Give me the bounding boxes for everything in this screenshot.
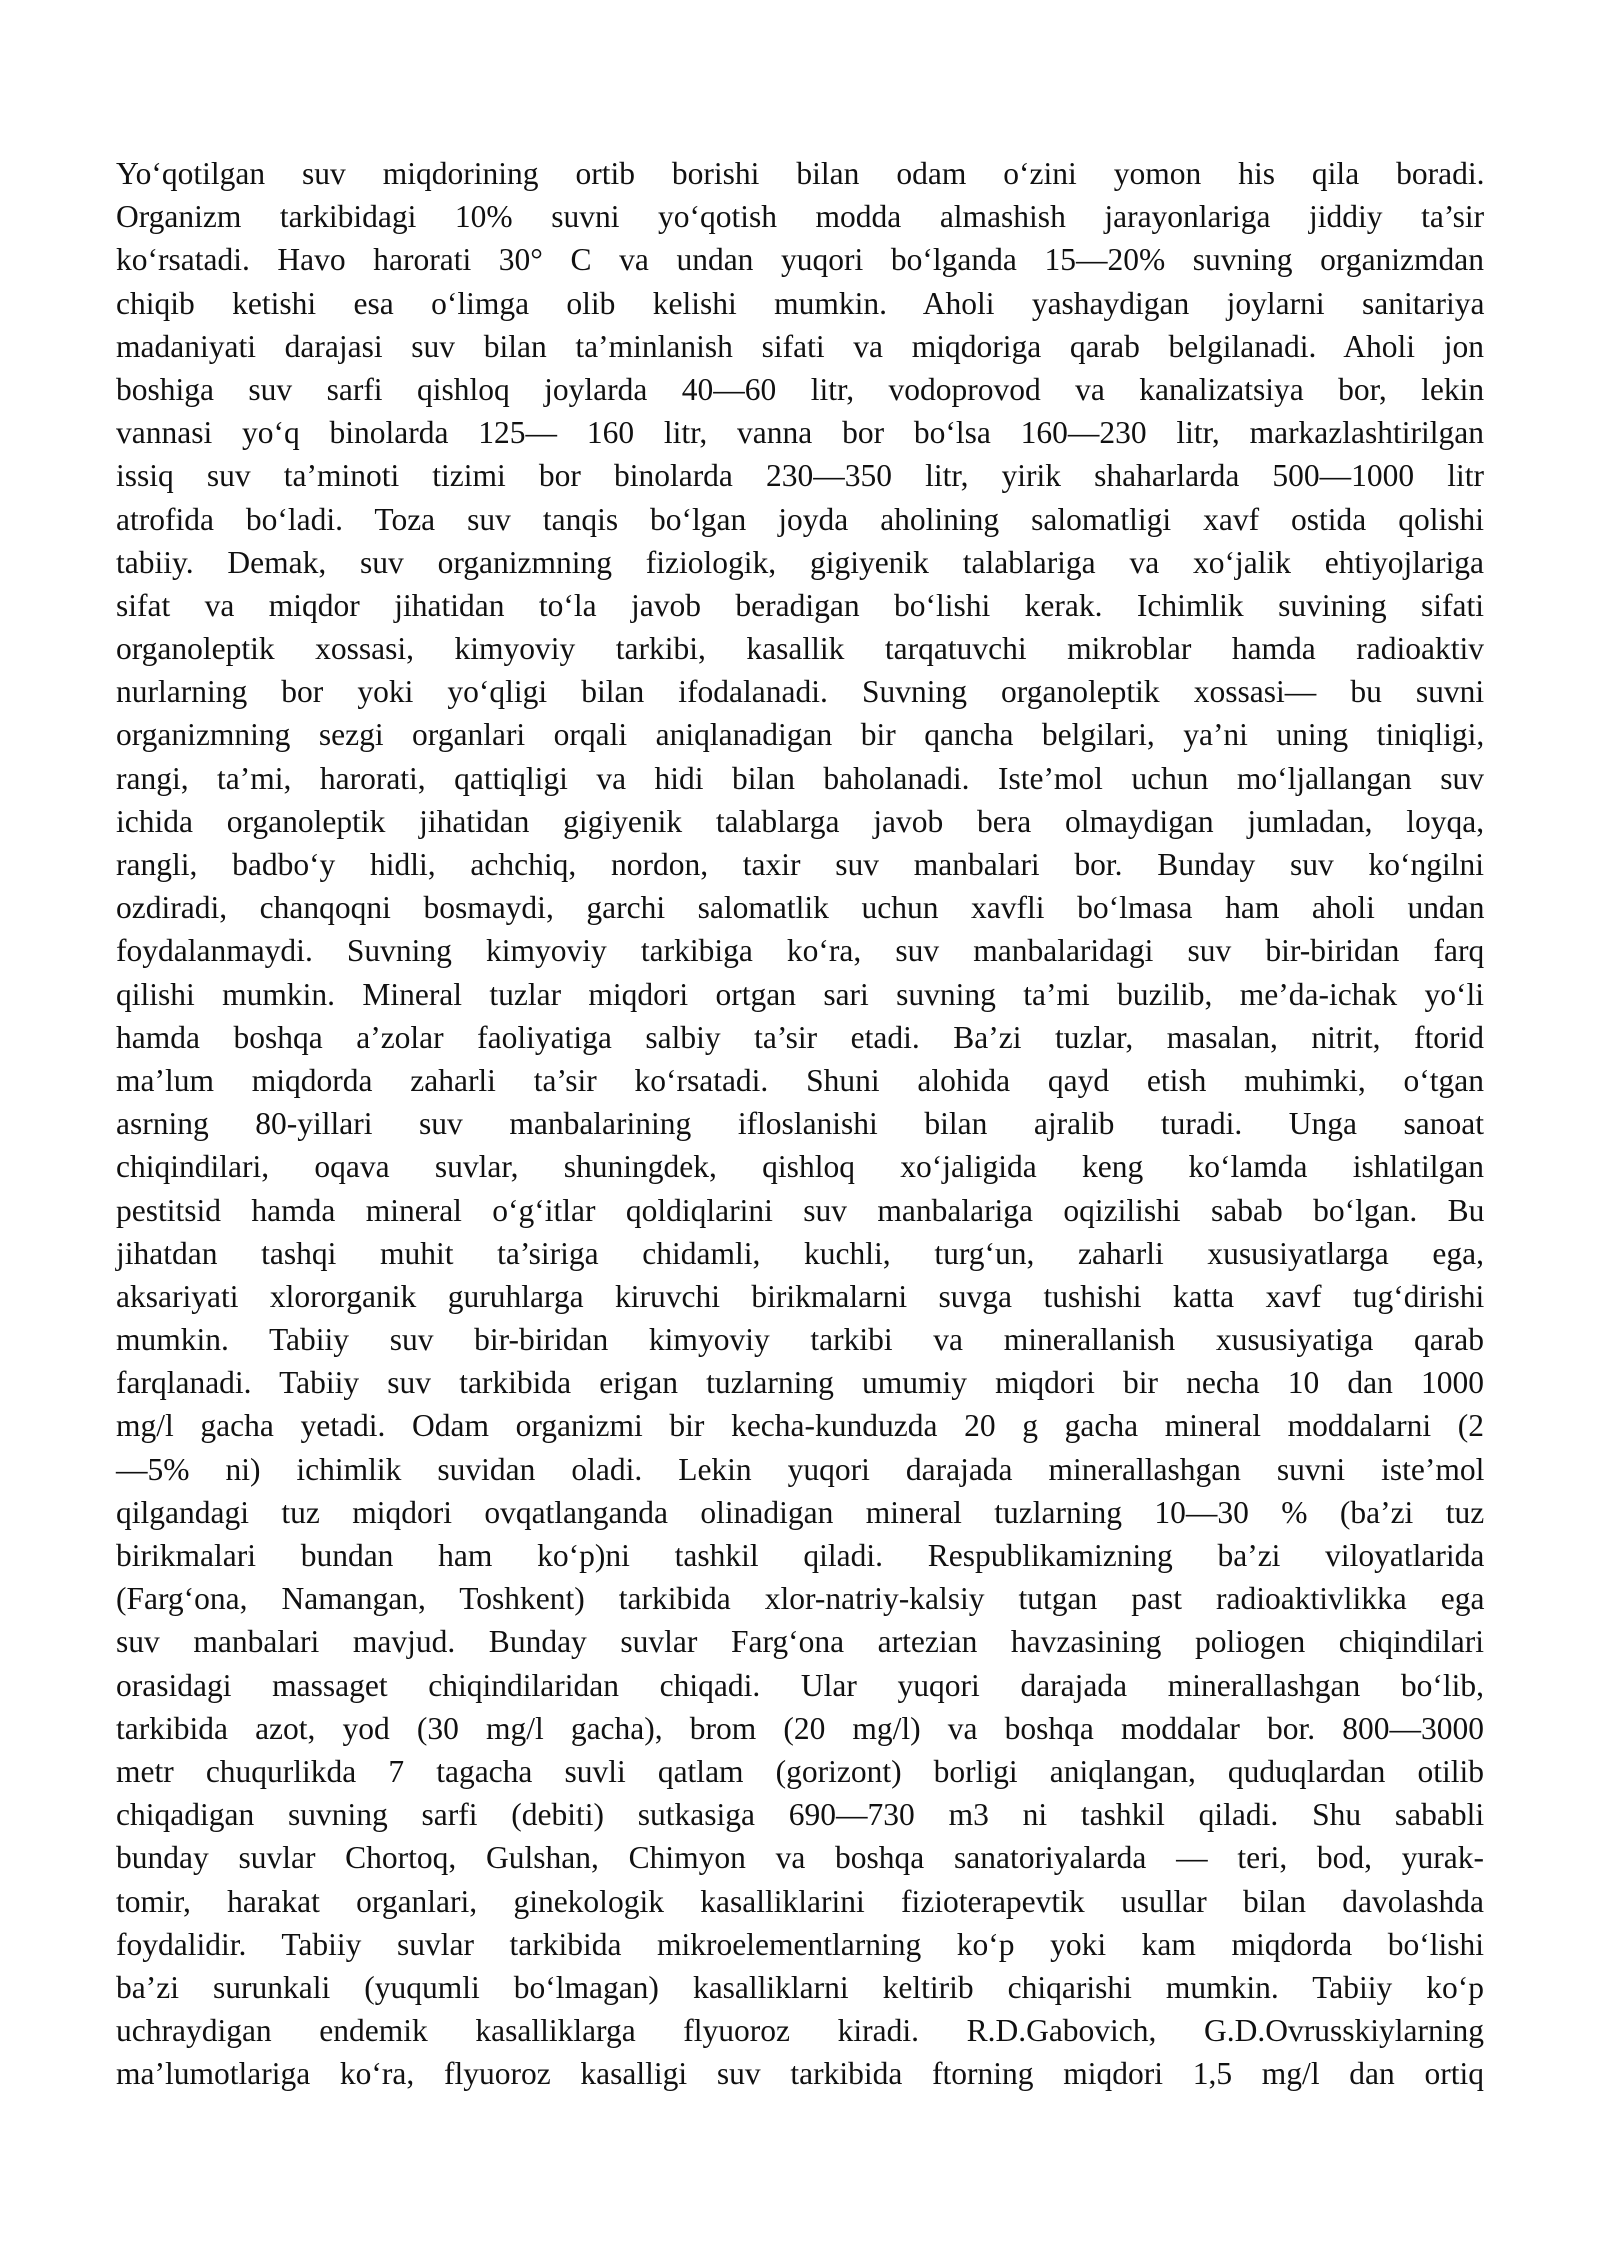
text-line: tabiiy. Demak, suv organizmning fiziologik, gigiyenik talablariga va xo‘jalik ehtiyojlariga — [116, 544, 1484, 580]
text-line: farqlanadi. Tabiiy suv tarkibida erigan tuzlarning umumiy miqdori bir necha 10 dan 1000 — [116, 1365, 1484, 1401]
text-line: —5% ni) ichimlik suvidan oladi. Lekin yuqori darajada minerallashgan suvni iste’mol — [116, 1451, 1485, 1487]
text-line: ba’zi surunkali (yuqumli bo‘lmagan) kasalliklarni keltirib chiqarishi mumkin. Tabiiy ko‘p — [116, 1969, 1484, 2005]
text-line: hamda boshqa a’zolar faoliyatiga salbiy ta’sir etadi. Ba’zi tuzlar, masalan, nitrit, ftorid — [116, 1019, 1484, 1055]
text-line: birikmalari bundan ham ko‘p)ni tashkil qiladi. Respublikamizning ba’zi viloyatlarida — [116, 1538, 1485, 1573]
text-line: ichida organoleptik jihatidan gigiyenik talablarga javob bera olmaydigan jumladan, loyqa, — [116, 803, 1485, 839]
text-line: mumkin. Tabiiy suv bir-biridan kimyoviy tarkibi va minerallanish xususiyatiga qarab — [116, 1322, 1484, 1358]
text-line: chiqindilari, oqava suvlar, shuningdek, qishloq xo‘jaligida keng ko‘lamda ishlatilgan — [116, 1149, 1484, 1185]
text-line: boshiga suv sarfi qishloq joylarda 40—60 litr, vodoprovod va kanalizatsiya bor, lekin — [116, 371, 1485, 407]
text-line: Yo‘qotilgan suv miqdorining ortib borishi bilan odam o‘zini yomon his qila boradi. — [116, 156, 1485, 191]
text-line: suv manbalari mavjud. Bunday suvlar Farg‘ona artezian havzasining poliogen chiqindilari — [116, 1624, 1484, 1660]
text-line: jihatdan tashqi muhit ta’siriga chidamli, kuchli, turg‘un, zaharli xususiyatlarga ega, — [116, 1235, 1484, 1271]
text-line: sifat va miqdor jihatidan to‘la javob beradigan bo‘lishi kerak. Ichimlik suvining sifati — [116, 587, 1484, 623]
text-line: (Farg‘ona, Namangan, Toshkent) tarkibida xlor-natriy-kalsiy tutgan past radioaktivlikka ega — [116, 1581, 1485, 1617]
text-line: rangli, badbo‘y hidli, achchiq, nordon, taxir suv manbalari bor. Bunday suv ko‘ngilni — [116, 847, 1484, 882]
text-line: mg/l gacha yetadi. Odam organizmi bir kecha-kunduzda 20 g gacha mineral moddalarni (2 — [116, 1408, 1484, 1444]
text-line: ma’lum miqdorda zaharli ta’sir ko‘rsatadi. Shuni alohida qayd etish muhimki, o‘tgan — [116, 1062, 1485, 1098]
text-line: ko‘rsatadi. Havo harorati 30° C va undan yuqori bo‘lganda 15—20% suvning organizmdan — [116, 242, 1485, 278]
text-line: chiqib ketishi esa o‘limga olib kelishi mumkin. Aholi yashaydigan joylarni sanitariya — [116, 285, 1485, 321]
text-line: aksariyati xlororganik guruhlarga kiruvchi birikmalarni suvga tushishi katta xavf tug‘dirishi — [116, 1278, 1485, 1314]
body-text — [116, 152, 1484, 2095]
text-line: ma’lumotlariga ko‘ra, flyuoroz kasalligi suv tarkibida ftorning miqdori 1,5 mg/l dan ortiq — [116, 2056, 1484, 2092]
text-line: issiq suv ta’minoti tizimi bor binolarda 230—350 litr, yirik shaharlarda 500—1000 litr — [116, 458, 1484, 494]
text-line: metr chuqurlikda 7 tagacha suvli qatlam (gorizont) borligi aniqlangan, quduqlardan otilib — [116, 1753, 1484, 1789]
text-line: organizmning sezgi organlari orqali aniqlanadigan bir qancha belgilari, ya’ni uning tiniqligi, — [116, 717, 1485, 753]
text-line: Organizm tarkibidagi 10% suvni yo‘qotish modda almashish jarayonlariga jiddiy ta’sir — [116, 199, 1485, 235]
text-line: chiqadigan suvning sarfi (debiti) sutkasiga 690—730 m3 ni tashkil qiladi. Shu sababli — [116, 1797, 1485, 1833]
text-line: orasidagi massaget chiqindilaridan chiqadi. Ular yuqori darajada minerallashgan bo‘lib, — [116, 1667, 1484, 1703]
text-line: foydalidir. Tabiiy suvlar tarkibida mikroelementlarning ko‘p yoki kam miqdorda bo‘lishi — [116, 1926, 1484, 1962]
text-line: vannasi yo‘q binolarda 125— 160 litr, vanna bor bo‘lsa 160—230 litr, markazlashtirilgan — [116, 415, 1484, 451]
text-line: ozdiradi, chanqoqni bosmaydi, garchi salomatlik uchun xavfli bo‘lmasa ham aholi undan — [116, 890, 1485, 926]
text-line: pestitsid hamda mineral o‘g‘itlar qoldiqlarini suv manbalariga oqizilishi sabab bo‘lgan. Bu — [116, 1192, 1485, 1228]
text-line: nurlarning bor yoki yo‘qligi bilan ifodalanadi. Suvning organoleptik xossasi— bu suvni — [116, 674, 1485, 710]
text-line: atrofida bo‘ladi. Toza suv tanqis bo‘lgan joyda aholining salomatligi xavf ostida qolishi — [116, 501, 1485, 537]
text-line: uchraydigan endemik kasalliklarga flyuoroz kiradi. R.D.Gabovich, G.D.Ovrusskiylarning — [116, 2013, 1484, 2049]
text-line: qilishi mumkin. Mineral tuzlar miqdori ortgan sari suvning ta’mi buzilib, me’da-ichak yo‘li — [116, 976, 1484, 1012]
text-line: tomir, harakat organlari, ginekologik kasalliklarini fizioterapevtik usullar bilan davolashda — [116, 1883, 1484, 1919]
text-line: foydalanmaydi. Suvning kimyoviy tarkibiga ko‘ra, suv manbalaridagi suv bir-biridan farq — [116, 933, 1485, 969]
text-line: tarkibida azot, yod (30 mg/l gacha), brom (20 mg/l) va boshqa moddalar bor. 800—3000 — [116, 1710, 1485, 1746]
text-line: organoleptik xossasi, kimyoviy tarkibi, kasallik tarqatuvchi mikroblar hamda radioaktiv — [116, 631, 1484, 667]
text-line: qilgandagi tuz miqdori ovqatlanganda olinadigan mineral tuzlarning 10—30 % (ba’zi tuz — [116, 1494, 1485, 1530]
text-line: bunday suvlar Chortoq, Gulshan, Chimyon va boshqa sanatoriyalarda — teri, bod, yurak- — [116, 1840, 1484, 1876]
text-line: madaniyati darajasi suv bilan ta’minlanish sifati va miqdoriga qarab belgilanadi. Aholi jon — [116, 328, 1484, 364]
text-line: rangi, ta’mi, harorati, qattiqligi va hidi bilan baholanadi. Iste’mol uchun mo‘ljallangan suv — [116, 760, 1484, 796]
text-line: asrning 80-yillari suv manbalarining ifloslanishi bilan ajralib turadi. Unga sanoat — [116, 1106, 1485, 1142]
